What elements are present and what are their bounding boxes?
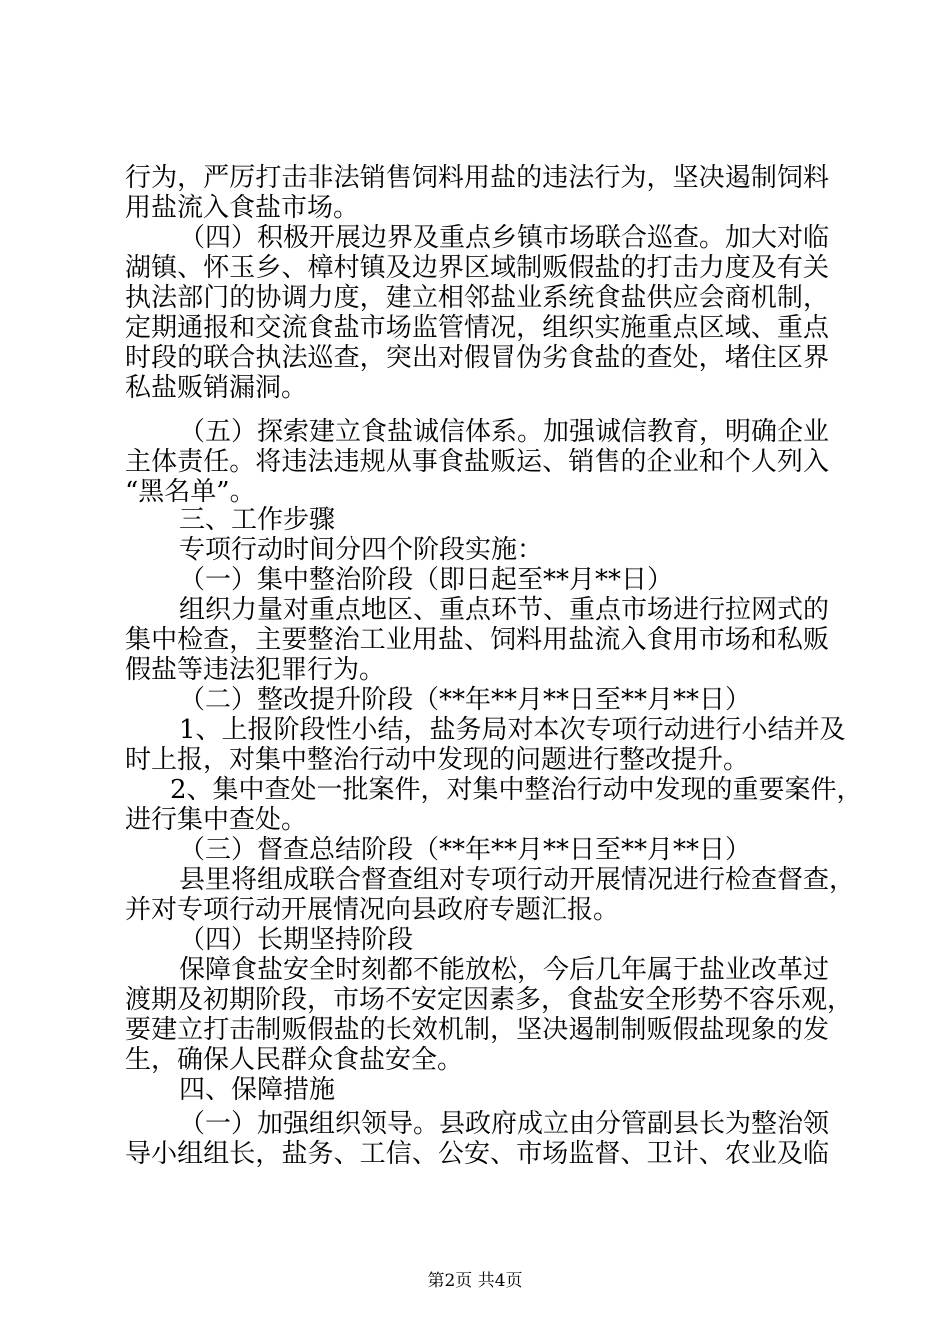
- text-line: 私盐贩销漏洞。: [125, 373, 308, 403]
- text-line: （四）长期坚持阶段: [179, 925, 414, 955]
- text-line: 生，确保人民群众食盐安全。: [125, 1045, 464, 1075]
- text-line: 定期通报和交流食盐市场监管情况，组织实施重点区域、重点: [125, 313, 829, 343]
- text-line: 要建立打击制贩假盐的长效机制，坚决遏制制贩假盐现象的发: [125, 1015, 829, 1045]
- text-line: 集中检查，主要整治工业用盐、饲料用盐流入食用市场和私贩: [125, 625, 829, 655]
- text-line: 导小组组长，盐务、工信、公安、市场监督、卫计、农业及临: [125, 1139, 829, 1169]
- text-line: 2、集中查处一批案件，对集中整治行动中发现的重要案件，: [170, 775, 863, 805]
- text-line: 四、保障措施: [179, 1075, 336, 1105]
- text-line: 主体责任。将违法违规从事食盐贩运、销售的企业和个人列入: [125, 447, 829, 477]
- text-line: 时段的联合执法巡查，突出对假冒伪劣食盐的查处，堵住区界: [125, 343, 829, 373]
- text-line: （五）探索建立食盐诚信体系。加强诚信教育，明确企业: [179, 417, 830, 447]
- text-line: 1、上报阶段性小结，盐务局对本次专项行动进行小结并及: [179, 715, 846, 745]
- text-line: （一）集中整治阶段（即日起至**月**日）: [179, 565, 674, 595]
- page-footer: 第2页 共4页: [427, 1271, 523, 1291]
- text-line: （二）整改提升阶段（**年**月**日至**月**日）: [179, 685, 752, 715]
- text-line: 进行集中查处。: [125, 805, 308, 835]
- text-line: 县里将组成联合督查组对专项行动开展情况进行检查督查，: [179, 865, 856, 895]
- text-line: 执法部门的协调力度，建立相邻盐业系统食盐供应会商机制，: [125, 283, 829, 313]
- text-line: （一）加强组织领导。县政府成立由分管副县长为整治领: [179, 1109, 830, 1139]
- text-line: 并对专项行动开展情况向县政府专题汇报。: [125, 895, 620, 925]
- text-line: 假盐等违法犯罪行为。: [125, 655, 386, 685]
- text-line: 湖镇、怀玉乡、樟村镇及边界区域制贩假盐的打击力度及有关: [125, 253, 829, 283]
- text-line: 用盐流入食盐市场。: [125, 193, 360, 223]
- text-line: （三）督查总结阶段（**年**月**日至**月**日）: [179, 835, 752, 865]
- text-line: 三、工作步骤: [179, 505, 336, 535]
- text-line: 时上报，对集中整治行动中发现的问题进行整改提升。: [125, 745, 750, 775]
- text-line: 行为，严厉打击非法销售饲料用盐的违法行为，坚决遏制饲料: [125, 163, 829, 193]
- text-line: 专项行动时间分四个阶段实施：: [179, 535, 544, 565]
- text-line: 组织力量对重点地区、重点环节、重点市场进行拉网式的: [179, 595, 830, 625]
- text-line: “黑名单”。: [125, 477, 256, 507]
- text-line: （四）积极开展边界及重点乡镇市场联合巡查。加大对临: [179, 223, 830, 253]
- text-line: 保障食盐安全时刻都不能放松，今后几年属于盐业改革过: [179, 955, 830, 985]
- text-line: 渡期及初期阶段，市场不安定因素多，食盐安全形势不容乐观，: [125, 985, 854, 1015]
